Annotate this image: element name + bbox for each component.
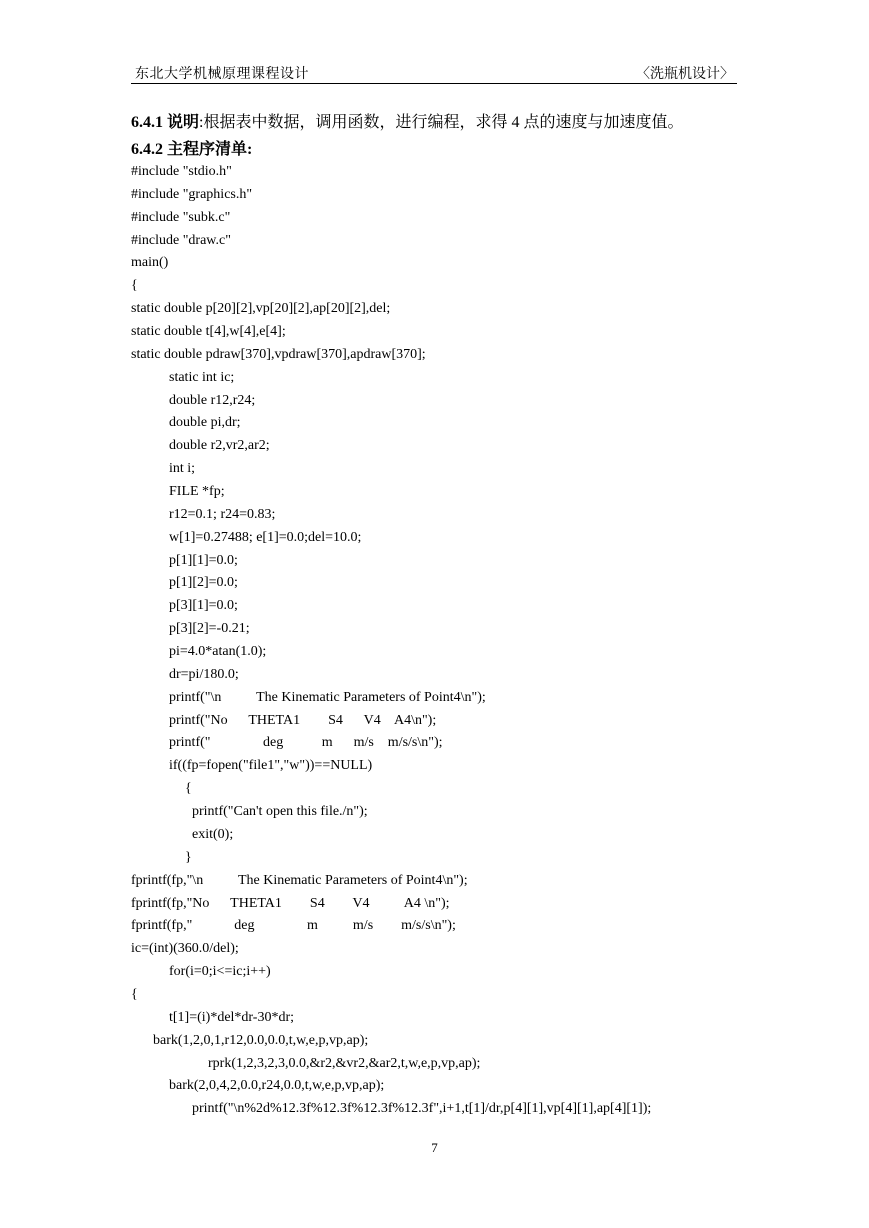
code-line: pi=4.0*atan(1.0); <box>169 644 267 660</box>
code-line: { <box>131 986 138 1002</box>
code-line: for(i=0;i<=ic;i++) <box>169 964 271 980</box>
header-title-right: 〈洗瓶机设计〉 <box>636 67 734 82</box>
code-line: printf("No THETA1 S4 V4 A4\n"); <box>169 712 437 728</box>
page-number: 7 <box>431 1140 438 1155</box>
code-line: r12=0.1; r24=0.83; <box>169 506 276 522</box>
code-line: rprk(1,2,3,2,3,0.0,&r2,&vr2,&ar2,t,w,e,p,vp,ap); <box>208 1055 481 1071</box>
code-listing <box>0 161 869 1121</box>
code-line: main() <box>131 255 169 271</box>
code-line: double r12,r24; <box>169 392 256 408</box>
code-line: printf("\n The Kinematic Parameters of Point4\n"); <box>169 689 486 705</box>
header-title-left: 东北大学机械原理课程设计 <box>135 67 309 82</box>
code-line: #include "subk.c" <box>131 209 231 225</box>
description-text: :根据表中数据，调用函数，进行编程，求得 4 点的速度与加速度值。 <box>199 114 684 131</box>
section-description <box>131 109 683 132</box>
code-line: FILE *fp; <box>169 484 225 500</box>
code-line: static int ic; <box>169 369 235 385</box>
code-line: ic=(int)(360.0/del); <box>131 941 239 957</box>
code-line: fprintf(fp," deg m m/s m/s/s\n"); <box>131 918 456 934</box>
code-line: p[3][2]=-0.21; <box>169 621 250 637</box>
listing-heading <box>131 136 252 159</box>
code-line: if((fp=fopen("file1","w"))==NULL) <box>169 758 373 774</box>
code-line: printf("\n%2d%12.3f%12.3f%12.3f%12.3f",i+1,t[1]/dr,p[4][1],vp[4][1],ap[4][1]); <box>192 1101 652 1117</box>
code-line: exit(0); <box>192 826 234 842</box>
code-line: double r2,vr2,ar2; <box>169 438 270 454</box>
code-line: double pi,dr; <box>169 415 241 431</box>
code-line: static double p[20][2],vp[20][2],ap[20][2],del; <box>131 301 391 317</box>
code-line: int i; <box>169 461 196 477</box>
code-line: w[1]=0.27488; e[1]=0.0;del=10.0; <box>169 529 362 545</box>
code-line: static double t[4],w[4],e[4]; <box>131 324 286 340</box>
code-line: p[1][2]=0.0; <box>169 575 238 591</box>
code-line: p[1][1]=0.0; <box>169 552 238 568</box>
code-line: dr=pi/180.0; <box>169 666 239 682</box>
code-line: t[1]=(i)*del*dr-30*dr; <box>169 1009 295 1025</box>
code-line: fprintf(fp,"\n The Kinematic Parameters of Point4\n"); <box>131 872 468 888</box>
code-line: bark(2,0,4,2,0.0,r24,0.0,t,w,e,p,vp,ap); <box>169 1078 385 1094</box>
code-line: #include "graphics.h" <box>131 186 253 202</box>
code-line: p[3][1]=0.0; <box>169 598 238 614</box>
code-line: #include "stdio.h" <box>131 164 232 179</box>
code-line: printf(" deg m m/s m/s/s\n"); <box>169 735 443 751</box>
code-line: fprintf(fp,"No THETA1 S4 V4 A4 \n"); <box>131 895 450 911</box>
code-line: bark(1,2,0,1,r12,0.0,0.0,t,w,e,p,vp,ap); <box>153 1032 369 1048</box>
code-line: { <box>185 781 192 797</box>
code-line: { <box>131 278 138 294</box>
code-line: #include "draw.c" <box>131 232 231 248</box>
description-label: 6.4.1 说明 <box>131 114 200 131</box>
listing-label: 6.4.2 主程序清单: <box>131 141 253 158</box>
code-line: static double pdraw[370],vpdraw[370],apdraw[370]; <box>131 346 426 362</box>
code-line: } <box>185 849 192 865</box>
code-line: printf("Can't open this file./n"); <box>192 804 368 820</box>
header-divider <box>131 83 737 84</box>
